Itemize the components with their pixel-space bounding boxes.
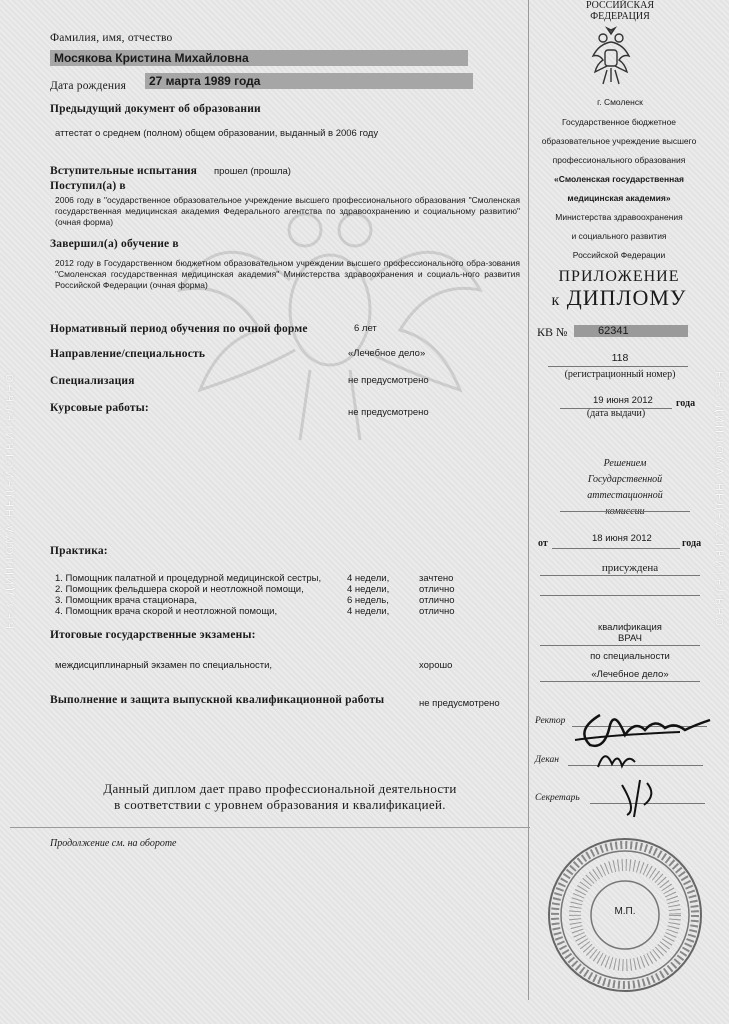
exams-label: Итоговые государственные экзамены: <box>50 629 256 641</box>
graduated-value: 2012 году в Государственном бюджетном образовательном учреждении высшего профессионального обра-зования "Смоленская государственная медицинская академия" Министерства здравоохранения и социаль-ного развития Российской Федерации (очная форма) <box>55 258 520 290</box>
country-line-2: ФЕДЕРАЦИЯ <box>590 11 650 22</box>
practice-row <box>55 584 515 595</box>
column-divider <box>528 0 529 1000</box>
series-label: КВ № <box>537 325 568 339</box>
practice-name: 4. Помощник врача скорой и неотложной помощи, <box>55 606 278 617</box>
country-name <box>560 0 680 22</box>
practice-grade: отлично <box>419 584 455 595</box>
institution-line: Российской Федерации <box>572 250 666 260</box>
practice-label: Практика: <box>50 545 108 557</box>
full-name-value: Мосякова Кристина Михайловна <box>50 50 468 66</box>
reg-caption: (регистрационный номер) <box>564 369 676 380</box>
seal-place-label: М.П. <box>614 906 636 917</box>
qualification-line <box>540 645 700 646</box>
qualification-label: квалификация <box>598 622 662 633</box>
secretary-signature-icon <box>612 775 667 820</box>
qualification-value: ВРАЧ <box>618 633 642 644</box>
reg-number: 118 <box>611 352 629 364</box>
city: г. Смоленск <box>597 97 643 107</box>
specialty-line <box>540 681 700 682</box>
practice-row <box>55 595 515 606</box>
institution-line: профессионального образования <box>552 155 686 165</box>
graduated-label: Завершил(а) обучение в <box>50 238 179 250</box>
from-label: от <box>538 538 548 549</box>
rights-line-2: в соответствии с уровнем образования и квалификацией. <box>114 797 446 812</box>
exam-grade: хорошо <box>419 660 453 671</box>
entrance-label: Вступительные испытания <box>50 165 198 177</box>
thesis-value: не предусмотрено <box>419 698 500 709</box>
rights-line-1: Данный диплом дает право профессиональной деятельности <box>103 781 457 796</box>
practice-grade: отлично <box>419 606 455 617</box>
decision-year-word: года <box>682 538 702 549</box>
institution-line: Министерства здравоохранения <box>555 212 683 222</box>
specialty-value: «Лечебное дело» <box>591 669 669 680</box>
practice-grade: зачтено <box>419 573 454 584</box>
practice-duration: 4 недели, <box>347 584 390 595</box>
practice-table <box>55 573 515 617</box>
decision-line-rule <box>560 511 690 512</box>
dean-label: Декан <box>535 755 559 765</box>
practice-name: 2. Помощник фельдшера скорой и неотложной помощи, <box>55 584 304 595</box>
direction-value: «Лечебное дело» <box>348 348 426 359</box>
prev-doc-value: аттестат о среднем (полном) общем образовании, выданный в 2006 году <box>55 128 379 139</box>
institution-line: «Смоленская государственная <box>554 174 684 184</box>
awarded: присуждена <box>601 562 659 574</box>
practice-duration: 6 недель, <box>347 595 389 606</box>
exam-name: междисциплинарный экзамен по специальности, <box>55 660 273 671</box>
practice-row <box>55 573 515 584</box>
thesis-label: Выполнение и защита выпускной квалификационной работы <box>50 694 385 706</box>
decision-line: Государственной <box>587 474 663 485</box>
decision-line: Решением <box>603 458 647 469</box>
coat-of-arms-icon <box>589 26 633 88</box>
side-warning-right: БЕЗ ДИПЛОМА НЕДЕЙСТВИТЕЛЬНО <box>712 371 726 629</box>
series-number: 62341 <box>574 325 688 337</box>
continued-note: Продолжение см. на обороте <box>50 838 177 849</box>
institution-line: и социального развития <box>571 231 667 241</box>
side-warning-left: БЕЗ ДИПЛОМА НЕДЕЙСТВИТЕЛЬНО <box>3 371 17 629</box>
practice-grade: отлично <box>419 595 455 606</box>
specialization-label: Специализация <box>50 375 135 387</box>
period-label: Нормативный период обучения по очной форме <box>50 323 308 335</box>
coursework-value: не предусмотрено <box>348 407 429 418</box>
practice-name: 1. Помощник палатной и процедурной медицинской сестры, <box>55 573 322 584</box>
decision-date: 18 июня 2012 <box>592 533 652 544</box>
issue-year-word: года <box>676 398 696 409</box>
decision-date-line <box>552 548 680 549</box>
title-appendix: ПРИЛОЖЕНИЕ <box>558 268 680 285</box>
enrolled-label: Поступил(а) в <box>50 180 126 192</box>
entrance-value: прошел (прошла) <box>214 166 291 177</box>
dean-signature-icon <box>590 742 650 777</box>
secretary-label: Секретарь <box>535 793 580 803</box>
title-diploma <box>534 285 704 311</box>
prev-doc-label: Предыдущий документ об образовании <box>50 103 261 115</box>
institution-line: образовательное учреждение высшего <box>541 136 697 146</box>
institution-block <box>534 113 704 265</box>
issue-caption: (дата выдачи) <box>586 408 646 419</box>
full-name-label: Фамилия, имя, отчество <box>50 32 173 44</box>
decision-line <box>570 504 680 520</box>
birth-date-label: Дата рождения <box>50 80 127 92</box>
decision-line: аттестационной <box>587 490 663 501</box>
practice-duration: 4 недели, <box>347 606 390 617</box>
enrolled-value: 2006 году в "осударственное образовательное учреждение высшего профессионального образования "Смоленская государственная медицинская академия Федерального агентства по здравоохранению и социальному развитию" (очная форма) <box>55 195 520 227</box>
specialty-label: по специальности <box>590 651 670 662</box>
awarded-line-1 <box>540 575 700 576</box>
practice-name: 3. Помощник врача стационара, <box>55 595 197 606</box>
coursework-label: Курсовые работы: <box>50 402 149 414</box>
specialization-value: не предусмотрено <box>348 375 429 386</box>
practice-duration: 4 недели, <box>347 573 390 584</box>
issue-date: 19 июня 2012 <box>593 395 653 406</box>
footer-divider <box>10 827 530 828</box>
direction-label: Направление/специальность <box>50 348 206 360</box>
institution-line: Государственное бюджетное <box>561 117 677 127</box>
practice-row <box>55 606 515 617</box>
country-line-1: РОССИЙСКАЯ <box>585 0 655 11</box>
reg-number-line <box>548 366 688 367</box>
title-prefix: к <box>551 292 561 309</box>
rector-label: Ректор <box>535 716 566 726</box>
awarded-line-2 <box>540 595 700 596</box>
period-value: 6 лет <box>354 323 377 334</box>
birth-date-value: 27 марта 1989 года <box>145 73 473 89</box>
institution-line: медицинская академия» <box>567 193 671 203</box>
title-diploma-word: ДИПЛОМУ <box>566 285 687 310</box>
